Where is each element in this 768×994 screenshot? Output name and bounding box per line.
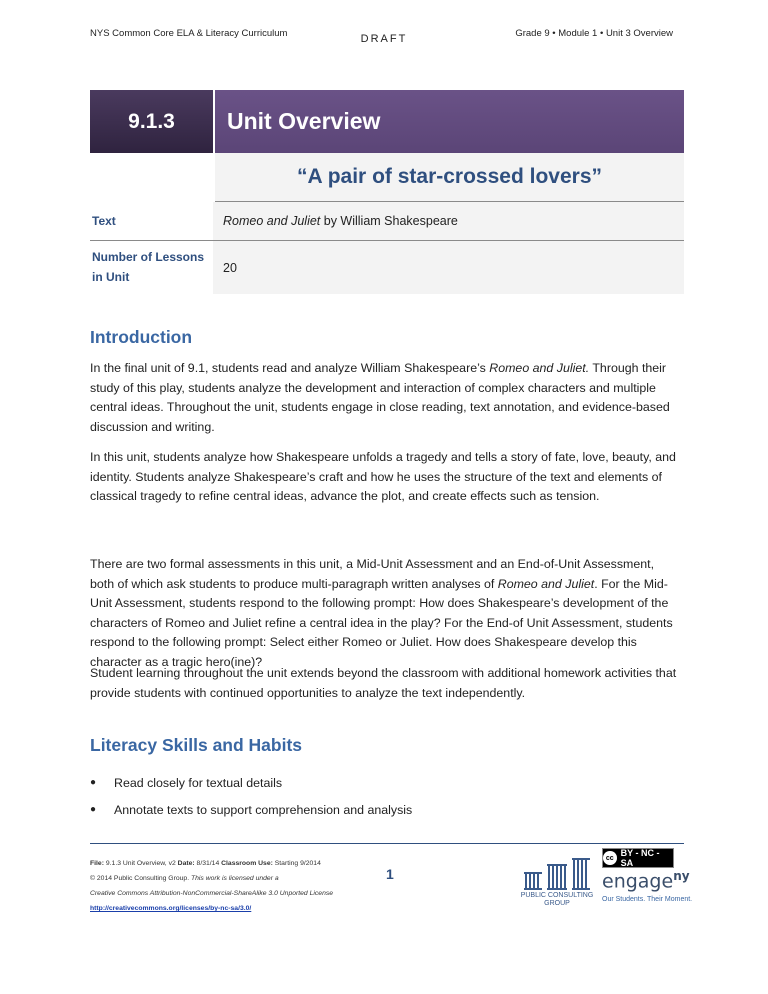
list-item-text: Read closely for textual details [114, 775, 283, 790]
pcg-line-2: GROUP [544, 900, 570, 907]
info-row-lessons [90, 241, 684, 294]
intro-p3-text-b: . For the Mid-Unit Assessment, students respond to the following prompt: How does Shakespeare’s development of the characters of Romeo and Juliet refine a central idea in the play? For the End-of Unit Assessment, students respond to the following prompt: Select either Romeo or Juliet. How does Shakespeare develop this character as a tragic hero(ine)? [90, 576, 673, 669]
info-row-text [90, 202, 684, 241]
footer-metadata [90, 858, 380, 914]
list-item [90, 796, 680, 823]
license-text-1: This work is licensed under a [189, 875, 279, 882]
intro-p3-title: Romeo and Juliet [497, 576, 595, 591]
date-value: 8/31/14 [194, 860, 222, 867]
page-number: 1 [386, 866, 394, 882]
cc-icon: cc [603, 851, 617, 865]
footer-divider [90, 843, 684, 844]
introduction-heading: Introduction [90, 327, 193, 347]
engageny-tagline: Our Students. Their Moment. [602, 896, 693, 903]
bullet-icon: ● [90, 777, 97, 788]
unit-number: 9.1.3 [90, 90, 213, 153]
engage-sup: ny [673, 869, 690, 883]
text-value [213, 202, 684, 240]
pcg-line-1: PUBLIC CONSULTING [520, 892, 594, 899]
engageny-logo [602, 869, 690, 892]
file-label: File: [90, 860, 104, 867]
text-title: Romeo and Juliet [223, 214, 321, 228]
bullet-icon: ● [90, 804, 97, 815]
license-text-2: Creative Commons Attribution-NonCommercial-ShareAlike 3.0 Unported License [90, 890, 334, 897]
intro-paragraph-2: In this unit, students analyze how Shakespeare unfolds a tragedy and tells a story of fate, love, beauty, and identity. Students analyze Shakespeare’s craft and how he uses the structure of the text and elements of classical tragedy to refine central ideas, advance the plot, and create effects such as tension. [90, 450, 676, 503]
use-value: Starting 9/2014 [272, 860, 321, 867]
header-draft: DRAFT [360, 33, 408, 45]
list-item [90, 769, 680, 796]
intro-paragraph-3 [90, 555, 680, 672]
use-label: Classroom Use: [221, 860, 273, 867]
header-grade-module: Grade 9 • Module 1 • Unit 3 Overview [515, 28, 673, 39]
lessons-value: 20 [213, 241, 684, 294]
file-value: 9.1.3 Unit Overview, v2 [103, 860, 178, 867]
header-curriculum: NYS Common Core ELA & Literacy Curriculum [90, 28, 288, 39]
literacy-list [90, 769, 680, 823]
copyright: © 2014 Public Consulting Group. [90, 875, 190, 882]
cc-badge-text: BY - NC - SA [620, 848, 660, 868]
title-band [90, 90, 684, 153]
pcg-logo-text [516, 892, 598, 908]
intro-paragraph-4: Student learning throughout the unit extends beyond the classroom with additional homework activities that provide students with continued opportunities to analyze the text independently. [90, 666, 677, 700]
literacy-heading: Literacy Skills and Habits [90, 735, 303, 755]
unit-quote: “A pair of star-crossed lovers” [215, 153, 684, 202]
text-author: by William Shakespeare [320, 214, 458, 228]
intro-p3-text-a: There are two formal assessments in this unit, a Mid-Unit Assessment and an End-of-Unit Assessment, both of which ask students to produce multi-paragraph written analyses of [90, 557, 655, 591]
date-label: Date: [177, 860, 195, 867]
text-label: Text [90, 202, 213, 240]
list-item-text: Annotate texts to support comprehension and analysis [114, 802, 413, 817]
page-title: Unit Overview [215, 90, 684, 153]
engage-word: engage [602, 870, 674, 893]
cc-license-badge [602, 848, 674, 868]
unit-info-table [90, 153, 684, 294]
intro-p1-title: Romeo and Juliet. [489, 361, 590, 375]
intro-p1-text-b: Through their study of this play, students analyze the development and interaction of complex characters and multiple central ideas. Throughout the unit, students engage in close reading, text annotation, and evidence-based discussion and writing. [90, 361, 670, 434]
intro-paragraph-1 [90, 359, 680, 437]
intro-p1-text-a: In the final unit of 9.1, students read and analyze William Shakespeare’s [90, 361, 490, 375]
license-link[interactable]: http://creativecommons.org/licenses/by-nc-sa/3.0/ [90, 905, 252, 912]
lessons-label: Number of Lessons in Unit [90, 241, 213, 294]
